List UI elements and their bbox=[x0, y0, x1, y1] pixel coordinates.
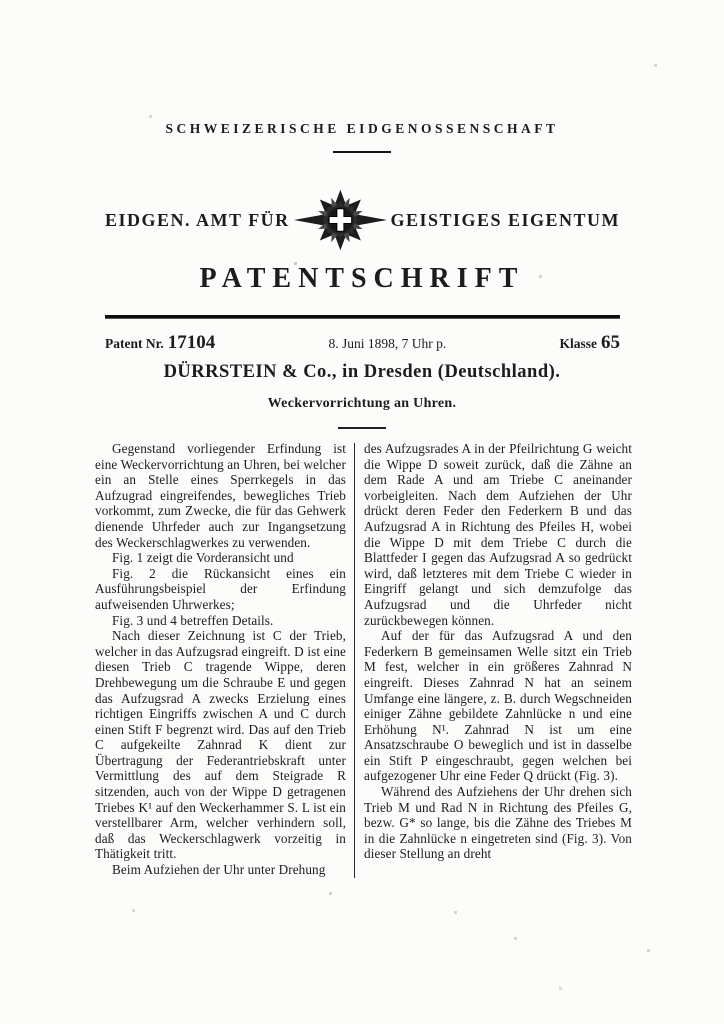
office-name-right: GEISTIGES EIGENTUM bbox=[390, 209, 620, 230]
patent-number-value: 17104 bbox=[167, 332, 216, 353]
patent-class-label: Klasse bbox=[559, 336, 597, 351]
swiss-cross-starburst-icon bbox=[290, 164, 391, 276]
patent-number-group bbox=[105, 332, 215, 354]
body-paragraph: des Aufzugsrades A in der Pfeilrichtung G weicht die Wippe D soweit zurück, daß die Zähne an dem Rade A und am Triebe C aneinander vorbeigleiten. Nach dem Aufziehen der Uhr drückt deren Feder den Federkern B und das Aufzugsrad A in Richtung des Pfeiles H, wobei die Wippe D mit dem Triebe C durch die Blattfeder I gegen das Aufzugsrad A so gedrückt wird, daß letzteres mit dem Triebe C wieder in Eingriff gelangt und sich demzufolge das Aufzugsrad und die Uhrfeder nicht zurückbewegen können. bbox=[364, 441, 632, 628]
body-paragraph: Nach dieser Zeichnung ist C der Trieb, welcher in das Aufzugsrad eingreift. D ist eine diesen Trieb C tragende Wippe, deren Drehbewegung um die Schraube E und gegen das Aufzugsrad A zwecks Erzielung eines richtigen Eingriffs zwischen A und C durch einen Stift F begrenzt wird. Das auf den Trieb C aufgekeilte Zahnrad K dient zur Übertragung der Federantriebskraft unter Vermittlung des auf dem Steigrade R sitzenden, auch von der Wippe D getragenen Triebes K¹ auf den Weckerhammer S. L ist ein verstellbarer Arm, welcher verhindern soll, daß das Weckerschlagwerk vorzeitig in Thätigkeit tritt. bbox=[95, 628, 346, 862]
patent-class-value: 65 bbox=[600, 332, 620, 353]
patent-info-row bbox=[105, 332, 620, 354]
section-divider-rule bbox=[105, 315, 620, 319]
column-divider-rule bbox=[354, 443, 355, 878]
office-name-left: EIDGEN. AMT FÜR bbox=[105, 209, 290, 230]
header-divider-rule bbox=[333, 151, 391, 153]
document-type-title: PATENTSCHRIFT bbox=[199, 263, 525, 294]
body-left-column bbox=[95, 441, 346, 878]
patent-class-group bbox=[559, 332, 620, 354]
body-paragraph: Auf der für das Aufzugsrad A und den Federkern B gemeinsamen Welle sitzt ein Trieb M fest, welcher in ein größeres Zahnrad N eingreift. Dieses Zahnrad N hat an seinem Umfange eine längere, z. B. durch Wegschneiden einiger Zähne gebildete Zahnlücke n und eine Erhöhung N¹. Zahnrad N ist um eine Ansatzschraube O beweglich und ist in dasselbe ein Stift P eingeschraubt, gegen welchen bei aufgezogener Uhr eine Feder Q drückt (Fig. 3). bbox=[364, 628, 632, 784]
patent-issue-datetime: 8. Juni 1898, 7 Uhr p. bbox=[328, 336, 447, 351]
body-paragraph: Während des Aufziehens der Uhr drehen sich Trieb M und Rad N in Richtung des Pfeiles G, bezw. G* so lange, bis die Zähne des Triebes M in die Zahnlücke n eingetreten sind (Fig. 3). Von dieser Stellung an dreht bbox=[364, 784, 632, 862]
invention-title: Weckervorrichtung an Uhren. bbox=[267, 396, 457, 411]
paper-speckles bbox=[0, 0, 1, 1]
figure-reference-paragraph: Fig. 3 und 4 betreffen Details. bbox=[112, 612, 274, 628]
patent-number-label: Patent Nr. bbox=[105, 336, 164, 351]
body-right-column bbox=[364, 441, 632, 878]
title-divider-rule bbox=[338, 427, 386, 429]
body-paragraph: Gegenstand vorliegender Erfindung ist eine Weckervorrichtung an Uhren, bei welcher ein an Stelle eines Sperrkegels in das Aufzugrad eingreifendes, bewegliches Trieb vorkommt, zum Zwecke, die für das Gehwerk dienende Uhrfeder auch zur Ingangsetzung des Weckerschlagwerkes zu verwenden. bbox=[95, 441, 346, 550]
applicant-line: DÜRRSTEIN & Co., in Dresden (Deutschland). bbox=[163, 362, 561, 382]
office-header-row bbox=[105, 160, 620, 280]
patent-body bbox=[95, 441, 632, 878]
figure-reference-paragraph: Fig. 1 zeigt die Vorderansicht und bbox=[112, 550, 294, 566]
figure-reference-paragraph: Fig. 2 die Rückansicht eines ein Ausführungsbeispiel der Erfindung aufweisenden Uhrwerkes; bbox=[95, 565, 346, 612]
confederation-heading: SCHWEIZERISCHE EIDGENOSSENSCHAFT bbox=[165, 121, 559, 136]
body-paragraph: Beim Aufziehen der Uhr unter Drehung bbox=[112, 862, 326, 878]
